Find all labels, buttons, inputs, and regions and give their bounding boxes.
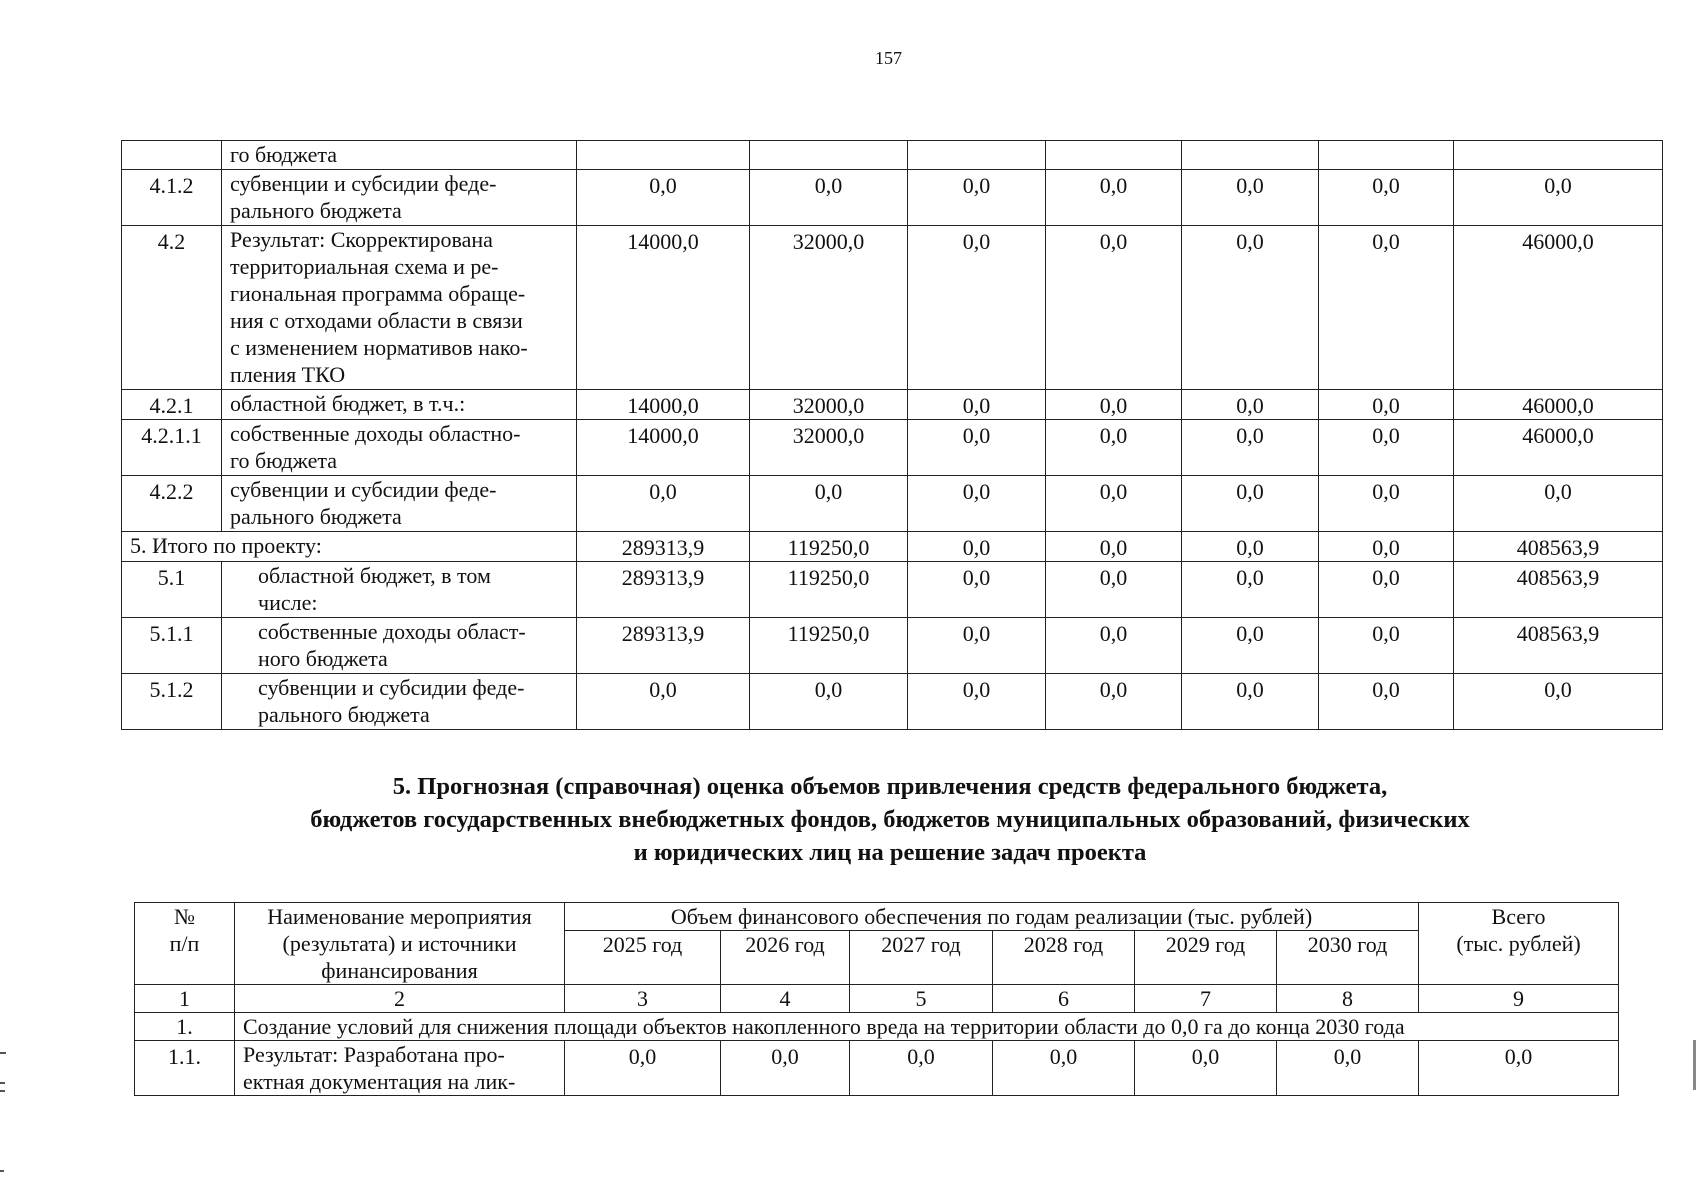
value-cell: 46000,0 bbox=[1454, 420, 1663, 476]
section-title bbox=[120, 770, 1660, 869]
column-number-cell: 1 bbox=[135, 985, 235, 1013]
header-year-cell: 2029 год bbox=[1135, 931, 1277, 985]
financing-table-continued bbox=[121, 140, 1663, 730]
value-cell bbox=[750, 141, 908, 170]
table-row bbox=[122, 618, 1663, 674]
header-name-cell: Наименование мероприятия (результата) и источники финансирования bbox=[235, 903, 565, 985]
value-cell: 32000,0 bbox=[750, 390, 908, 420]
value-cell: 0,0 bbox=[1046, 390, 1182, 420]
table-row bbox=[122, 390, 1663, 420]
row-name-cell bbox=[222, 476, 577, 532]
value-cell: 0,0 bbox=[908, 420, 1046, 476]
row-name-line: рального бюджета bbox=[230, 504, 402, 529]
value-cell: 0,0 bbox=[577, 476, 750, 532]
row-name-line: го бюджета bbox=[230, 142, 338, 167]
value-cell: 289313,9 bbox=[577, 618, 750, 674]
row-name-line: субвенции и субсидии феде- bbox=[230, 477, 497, 502]
total-row bbox=[122, 532, 1663, 562]
table-row bbox=[122, 476, 1663, 532]
value-cell: 32000,0 bbox=[750, 226, 908, 390]
task-description-cell: Создание условий для снижения площади объектов накопленного вреда на территории области до 0,0 га до конца 2030 года bbox=[235, 1013, 1619, 1041]
value-cell bbox=[577, 141, 750, 170]
value-cell: 0,0 bbox=[1319, 618, 1454, 674]
header-year-cell: 2030 год bbox=[1277, 931, 1419, 985]
header-year-cell: 2027 год bbox=[850, 931, 993, 985]
column-number-cell: 6 bbox=[993, 985, 1135, 1013]
column-number-cell: 2 bbox=[235, 985, 565, 1013]
forecast-financing-table bbox=[134, 902, 1619, 1096]
header-year-cell: 2026 год bbox=[721, 931, 850, 985]
row-name-line: субвенции и субсидии феде- bbox=[230, 171, 497, 196]
value-cell: 0,0 bbox=[1046, 618, 1182, 674]
value-cell: 46000,0 bbox=[1454, 390, 1663, 420]
result-name-cell: Результат: Разработана про- ектная документация на лик- bbox=[235, 1041, 565, 1096]
value-cell: 0,0 bbox=[1182, 476, 1319, 532]
row-name-line: субвенции и субсидии феде- bbox=[258, 675, 525, 700]
task-row bbox=[135, 1013, 1619, 1041]
column-number-cell: 7 bbox=[1135, 985, 1277, 1013]
row-name-cell bbox=[222, 420, 577, 476]
value-cell: 0,0 bbox=[1182, 226, 1319, 390]
column-number-row bbox=[135, 985, 1619, 1013]
value-cell bbox=[1319, 141, 1454, 170]
value-cell: 14000,0 bbox=[577, 420, 750, 476]
value-cell: 0,0 bbox=[908, 618, 1046, 674]
value-cell: 0,0 bbox=[908, 562, 1046, 618]
value-cell: 0,0 bbox=[1046, 674, 1182, 730]
value-cell: 0,0 bbox=[908, 170, 1046, 226]
row-name-cell bbox=[222, 618, 577, 674]
value-cell: 0,0 bbox=[1046, 226, 1182, 390]
row-number-cell: 5.1.2 bbox=[122, 674, 222, 730]
result-number-cell: 1.1. bbox=[135, 1041, 235, 1096]
margin-mark bbox=[0, 1082, 5, 1084]
total-value-cell: 408563,9 bbox=[1454, 532, 1663, 562]
row-name-line: собственные доходы област- bbox=[258, 619, 526, 644]
margin-mark bbox=[1693, 1040, 1696, 1090]
value-cell bbox=[908, 141, 1046, 170]
margin-mark bbox=[0, 1090, 5, 1092]
row-number-cell bbox=[122, 141, 222, 170]
value-cell: 32000,0 bbox=[750, 420, 908, 476]
section-title-line: 5. Прогнозная (справочная) оценка объемов привлечения средств федерального бюджета, bbox=[392, 773, 1388, 800]
table-row bbox=[122, 141, 1663, 170]
table-row bbox=[122, 420, 1663, 476]
section-title-line: и юридических лиц на решение задач проекта bbox=[633, 839, 1147, 866]
total-value-cell: 0,0 bbox=[1046, 532, 1182, 562]
column-number-cell: 4 bbox=[721, 985, 850, 1013]
total-label-cell: 5. Итого по проекту: bbox=[122, 532, 577, 562]
row-name-cell bbox=[222, 226, 577, 390]
value-cell: 0,0 bbox=[1454, 476, 1663, 532]
value-cell: 46000,0 bbox=[1454, 226, 1663, 390]
row-name-line: гиональная программа обраще- bbox=[230, 281, 526, 306]
value-cell: 0,0 bbox=[1046, 476, 1182, 532]
value-cell: 0,0 bbox=[908, 674, 1046, 730]
value-cell: 0,0 bbox=[1319, 562, 1454, 618]
value-cell bbox=[1454, 141, 1663, 170]
table-header-row bbox=[135, 903, 1619, 931]
value-cell: 0,0 bbox=[577, 674, 750, 730]
value-cell: 0,0 bbox=[1319, 420, 1454, 476]
value-cell: 0,0 bbox=[1182, 674, 1319, 730]
value-cell: 0,0 bbox=[993, 1041, 1135, 1096]
row-name-line: числе: bbox=[258, 590, 318, 615]
row-number-cell: 5.1 bbox=[122, 562, 222, 618]
result-row bbox=[135, 1041, 1619, 1096]
value-cell: 0,0 bbox=[721, 1041, 850, 1096]
value-cell: 14000,0 bbox=[577, 226, 750, 390]
value-cell bbox=[1182, 141, 1319, 170]
value-cell: 0,0 bbox=[1046, 420, 1182, 476]
table-row bbox=[122, 170, 1663, 226]
value-cell: 0,0 bbox=[1135, 1041, 1277, 1096]
value-cell: 0,0 bbox=[1046, 562, 1182, 618]
page-number: 157 bbox=[875, 48, 902, 68]
total-value-cell: 0,0 bbox=[908, 532, 1046, 562]
task-number-cell: 1. bbox=[135, 1013, 235, 1041]
value-cell: 0,0 bbox=[1319, 226, 1454, 390]
value-cell: 0,0 bbox=[850, 1041, 993, 1096]
value-cell: 0,0 bbox=[1046, 170, 1182, 226]
value-cell: 0,0 bbox=[1319, 476, 1454, 532]
value-cell: 0,0 bbox=[1182, 618, 1319, 674]
value-cell: 14000,0 bbox=[577, 390, 750, 420]
value-cell: 0,0 bbox=[1182, 562, 1319, 618]
row-number-cell: 4.1.2 bbox=[122, 170, 222, 226]
value-cell: 0,0 bbox=[1277, 1041, 1419, 1096]
row-number-cell: 4.2.2 bbox=[122, 476, 222, 532]
header-number-cell: № п/п bbox=[135, 903, 235, 985]
value-cell: 119250,0 bbox=[750, 618, 908, 674]
row-name-line: ния с отходами области в связи bbox=[230, 308, 523, 333]
row-name-cell bbox=[222, 562, 577, 618]
value-cell: 0,0 bbox=[1454, 674, 1663, 730]
row-name-cell bbox=[222, 674, 577, 730]
total-value-cell: 119250,0 bbox=[750, 532, 908, 562]
value-cell: 0,0 bbox=[908, 226, 1046, 390]
value-cell bbox=[1046, 141, 1182, 170]
table-row bbox=[122, 562, 1663, 618]
total-value-cell: 0,0 bbox=[1319, 532, 1454, 562]
value-cell: 0,0 bbox=[1182, 390, 1319, 420]
value-cell: 0,0 bbox=[1182, 170, 1319, 226]
total-value-cell: 289313,9 bbox=[577, 532, 750, 562]
value-cell: 0,0 bbox=[750, 170, 908, 226]
table-row bbox=[122, 674, 1663, 730]
row-name-cell bbox=[222, 141, 577, 170]
value-cell: 0,0 bbox=[1454, 170, 1663, 226]
value-cell: 0,0 bbox=[1319, 674, 1454, 730]
row-name-line: Результат: Скорректирована bbox=[230, 227, 493, 252]
value-cell: 0,0 bbox=[1182, 420, 1319, 476]
column-number-cell: 3 bbox=[565, 985, 721, 1013]
value-cell: 0,0 bbox=[577, 170, 750, 226]
section-title-line: бюджетов государственных внебюджетных фондов, бюджетов муниципальных образований, физических bbox=[310, 806, 1470, 833]
value-cell: 0,0 bbox=[908, 476, 1046, 532]
margin-mark bbox=[0, 1170, 4, 1172]
value-cell: 289313,9 bbox=[577, 562, 750, 618]
header-year-cell: 2025 год bbox=[565, 931, 721, 985]
row-name-line: с изменением нормативов нако- bbox=[230, 335, 528, 360]
column-number-cell: 5 bbox=[850, 985, 993, 1013]
row-number-cell: 4.2 bbox=[122, 226, 222, 390]
row-number-cell: 5.1.1 bbox=[122, 618, 222, 674]
row-number-cell: 4.2.1 bbox=[122, 390, 222, 420]
row-name-line: областной бюджет, в т.ч.: bbox=[230, 391, 466, 416]
margin-mark bbox=[0, 1052, 6, 1054]
header-year-cell: 2028 год bbox=[993, 931, 1135, 985]
column-number-cell: 9 bbox=[1419, 985, 1619, 1013]
row-name-line: ного бюджета bbox=[258, 646, 388, 671]
row-name-line: собственные доходы областно- bbox=[230, 421, 521, 446]
value-cell: 0,0 bbox=[1319, 170, 1454, 226]
table-row bbox=[122, 226, 1663, 390]
row-name-cell bbox=[222, 390, 577, 420]
value-cell: 119250,0 bbox=[750, 562, 908, 618]
row-number-cell: 4.2.1.1 bbox=[122, 420, 222, 476]
header-years-group: Объем финансового обеспечения по годам реализации (тыс. рублей) bbox=[565, 903, 1419, 931]
column-number-cell: 8 bbox=[1277, 985, 1419, 1013]
value-cell: 0,0 bbox=[565, 1041, 721, 1096]
row-name-line: областной бюджет, в том bbox=[258, 563, 491, 588]
row-name-line: территориальная схема и ре- bbox=[230, 254, 499, 279]
value-cell: 408563,9 bbox=[1454, 618, 1663, 674]
value-cell: 0,0 bbox=[1319, 390, 1454, 420]
value-cell: 0,0 bbox=[750, 476, 908, 532]
row-name-cell bbox=[222, 170, 577, 226]
row-name-line: рального бюджета bbox=[258, 702, 430, 727]
row-name-line: рального бюджета bbox=[230, 198, 402, 223]
value-cell: 0,0 bbox=[908, 390, 1046, 420]
value-cell: 0,0 bbox=[750, 674, 908, 730]
header-total-cell: Всего (тыс. рублей) bbox=[1419, 903, 1619, 985]
value-cell: 0,0 bbox=[1419, 1041, 1619, 1096]
row-name-line: пления ТКО bbox=[230, 362, 346, 387]
total-value-cell: 0,0 bbox=[1182, 532, 1319, 562]
row-name-line: го бюджета bbox=[230, 448, 338, 473]
value-cell: 408563,9 bbox=[1454, 562, 1663, 618]
